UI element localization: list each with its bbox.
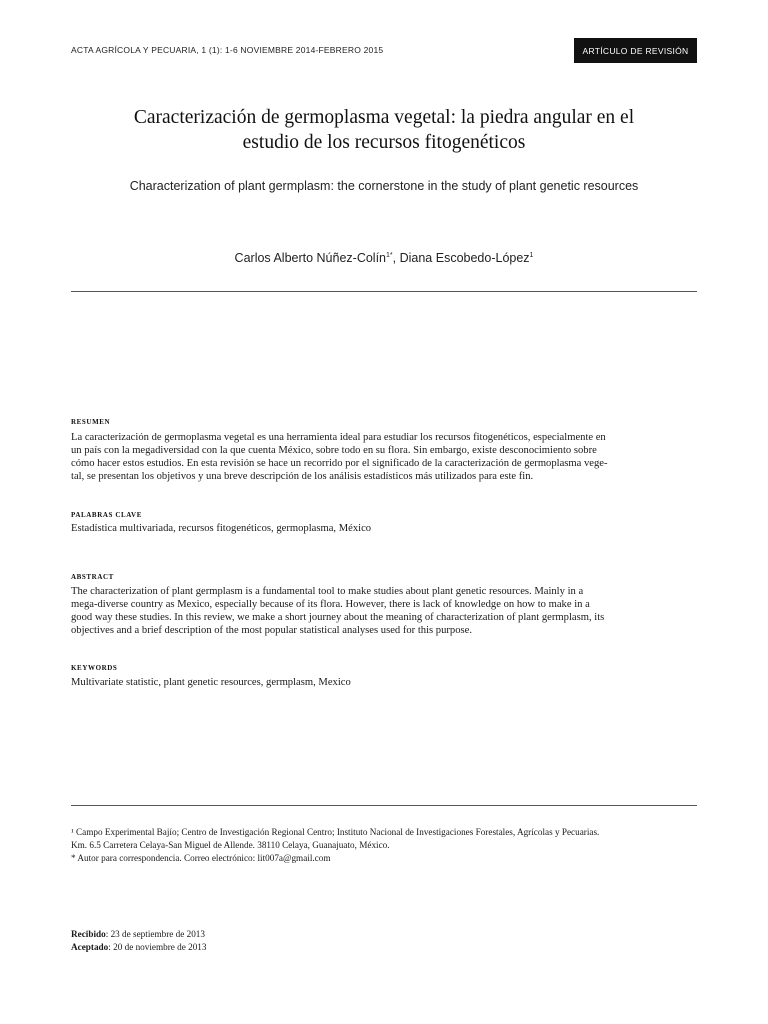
resumen-line: tal, se presentan los objetivos y una breve descripción de los análisis estadísticos más utilizados para este fin. [71,471,534,482]
abstract-text [71,585,697,637]
address-footnote: Km. 6.5 Carretera Celaya-San Miguel de Allende. 38110 Celaya, Guanajuato, México. [71,840,390,850]
author-list [71,251,697,265]
keywords-text: Multivariate statistic, plant genetic resources, germplasm, Mexico [71,677,351,688]
resumen-text [71,431,697,483]
received-value: : 23 de septiembre de 2013 [105,929,205,939]
abstract-line: good way these studies. In this review, we make a short journey about the meaning of characterization of plant germplasm, its [71,612,605,623]
journal-citation: ACTA AGRÍCOLA Y PECUARIA, 1 (1): 1-6 NOVIEMBRE 2014-FEBRERO 2015 [71,45,384,55]
resumen-line: La caracterización de germoplasma vegetal es una herramienta ideal para estudiar los recursos fitogenéticos, especialmente en [71,432,606,443]
accepted-label: Aceptado [71,942,109,952]
author-name-1: Carlos Alberto Núñez-Colín [234,251,387,265]
footnote-divider [71,805,697,806]
palabras-clave-label: PALABRAS CLAVE [71,511,142,519]
article-english-title: Characterization of plant germplasm: the cornerstone in the study of plant genetic resources [129,179,639,193]
header-divider [71,291,697,292]
received-label: Recibido [71,929,106,939]
abstract-line: mega-diverse country as Mexico, especially because of its flora. However, there is lack of knowledge on how to make in a [71,599,590,610]
abstract-label: ABSTRACT [71,573,114,581]
article-title-line-1: Caracterización de germoplasma vegetal: la piedra angular en el [133,107,635,128]
article-title-line-2: estudio de los recursos fitogenéticos [242,132,526,153]
palabras-clave-text: Estadística multivariada, recursos fitogenéticos, germoplasma, México [71,523,372,534]
received-date [71,928,207,941]
abstract-line: The characterization of plant germplasm is a fundamental tool to make studies about plant genetic resources. Mainly in a [71,586,584,597]
resumen-line: cómo hacer estos estudios. En esta revisión se hace un recorrido por el significado de la caracterización de germoplasma vege- [71,458,608,469]
resumen-label: RESUMEN [71,418,111,426]
accepted-date [71,941,207,954]
submission-dates [71,928,207,954]
footnotes [71,826,697,865]
keywords-label: KEYWORDS [71,664,118,672]
accepted-value: : 20 de noviembre de 2013 [108,942,207,952]
article-type-badge: ARTÍCULO DE REVISIÓN [574,38,697,63]
author-name-2: Diana Escobedo-López [399,251,530,265]
author-affiliation-mark-2: 1 [529,252,534,259]
article-title [71,105,697,155]
author-separator: , [392,251,400,265]
affiliation-footnote: ¹ Campo Experimental Bajío; Centro de Investigación Regional Centro; Instituto Nacional de Investigaciones Forestales, Agrícolas y Pecuarias. [71,827,600,837]
resumen-line: un país con la megadiversidad con la que cuenta México, sobre todo en su flora. Sin embargo, existe desconocimiento sobre [71,445,597,456]
abstract-line: objectives and a brief description of the most popular statistical analyses used for this purpose. [71,625,472,636]
correspondence-footnote: * Autor para correspondencia. Correo electrónico: lit007a@gmail.com [71,853,331,863]
author-affiliation-mark-1: 1* [386,252,393,259]
